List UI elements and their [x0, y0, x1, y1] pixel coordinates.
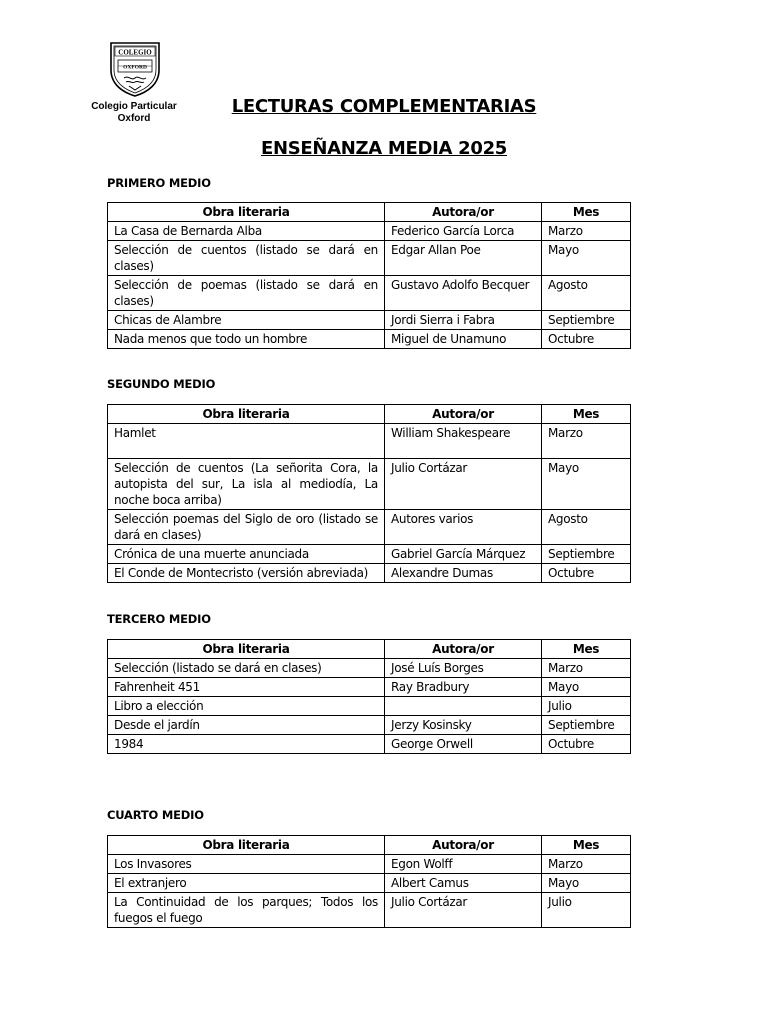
cell-obra: Selección (listado se dará en clases): [108, 659, 385, 678]
column-header-autor: Autora/or: [385, 836, 542, 855]
cell-autor: Albert Camus: [385, 874, 542, 893]
cell-mes: Octubre: [542, 330, 631, 349]
cell-obra: El extranjero: [108, 874, 385, 893]
reading-table-segundo: [107, 404, 631, 583]
cell-autor: Alexandre Dumas: [385, 564, 542, 583]
cell-obra: Chicas de Alambre: [108, 311, 385, 330]
cell-mes: Julio: [542, 697, 631, 716]
column-header-obra: Obra literaria: [108, 640, 385, 659]
table-header-row: [108, 405, 631, 424]
school-name-line2: Oxford: [117, 113, 151, 124]
column-header-obra: Obra literaria: [108, 836, 385, 855]
table-row: [108, 330, 631, 349]
cell-obra: Selección de cuentos (listado se dará en clases): [108, 241, 385, 276]
cell-mes: Mayo: [542, 241, 631, 276]
school-name-line1: Colegio Particular: [91, 101, 177, 112]
cell-mes: Octubre: [542, 735, 631, 754]
cell-obra: La Continuidad de los parques; Todos los fuegos el fuego: [108, 893, 385, 928]
table-row: [108, 311, 631, 330]
cell-obra: Hamlet: [108, 424, 385, 459]
table-row: [108, 276, 631, 311]
column-header-autor: Autora/or: [385, 640, 542, 659]
cell-mes: Septiembre: [542, 545, 631, 564]
column-header-autor: Autora/or: [385, 405, 542, 424]
cell-obra: Selección de poemas (listado se dará en clases): [108, 276, 385, 311]
cell-autor: José Luís Borges: [385, 659, 542, 678]
cell-obra: Selección de cuentos (La señorita Cora, la autopista del sur, La isla al mediodía, La noche boca arriba): [108, 459, 385, 510]
cell-autor: Ray Bradbury: [385, 678, 542, 697]
column-header-mes: Mes: [542, 836, 631, 855]
document-subtitle: ENSEÑANZA MEDIA 2025: [260, 138, 508, 159]
cell-autor: Julio Cortázar: [385, 459, 542, 510]
cell-autor: Edgar Allan Poe: [385, 241, 542, 276]
table-header-row: [108, 203, 631, 222]
cell-autor: Federico García Lorca: [385, 222, 542, 241]
table-row: [108, 697, 631, 716]
cell-mes: Agosto: [542, 510, 631, 545]
column-header-mes: Mes: [542, 640, 631, 659]
crest-line1: COLEGIO: [118, 48, 152, 57]
reading-table-tercero: [107, 639, 631, 754]
table-row: [108, 855, 631, 874]
cell-mes: Julio: [542, 893, 631, 928]
cell-mes: Mayo: [542, 678, 631, 697]
section-heading-primero: PRIMERO MEDIO: [107, 176, 211, 190]
school-name: [80, 101, 188, 125]
table-row: [108, 222, 631, 241]
column-header-obra: Obra literaria: [108, 203, 385, 222]
cell-mes: Agosto: [542, 276, 631, 311]
cell-obra: Fahrenheit 451: [108, 678, 385, 697]
section-heading-segundo: SEGUNDO MEDIO: [107, 377, 216, 391]
table-row: [108, 874, 631, 893]
cell-mes: Mayo: [542, 459, 631, 510]
table-row: [108, 564, 631, 583]
cell-mes: Septiembre: [542, 311, 631, 330]
table-row: [108, 893, 631, 928]
table-row: [108, 716, 631, 735]
cell-obra: Los Invasores: [108, 855, 385, 874]
cell-obra: Selección poemas del Siglo de oro (listado se dará en clases): [108, 510, 385, 545]
cell-obra: El Conde de Montecristo (versión abreviada): [108, 564, 385, 583]
cell-autor: Gustavo Adolfo Becquer: [385, 276, 542, 311]
column-header-mes: Mes: [542, 203, 631, 222]
cell-autor: William Shakespeare: [385, 424, 542, 459]
table-row: [108, 459, 631, 510]
cell-autor: Miguel de Unamuno: [385, 330, 542, 349]
section-heading-tercero: TERCERO MEDIO: [107, 612, 211, 626]
reading-table-primero: [107, 202, 631, 349]
cell-mes: Marzo: [542, 222, 631, 241]
table-row: [108, 659, 631, 678]
reading-table-cuarto: [107, 835, 631, 928]
section-heading-cuarto: CUARTO MEDIO: [107, 808, 204, 822]
cell-obra: La Casa de Bernarda Alba: [108, 222, 385, 241]
column-header-obra: Obra literaria: [108, 405, 385, 424]
table-row: [108, 241, 631, 276]
column-header-autor: Autora/or: [385, 203, 542, 222]
table-row: [108, 424, 631, 459]
cell-mes: Septiembre: [542, 716, 631, 735]
column-header-mes: Mes: [542, 405, 631, 424]
cell-autor: Jerzy Kosinsky: [385, 716, 542, 735]
table-header-row: [108, 640, 631, 659]
document-title: LECTURAS COMPLEMENTARIAS: [231, 96, 537, 117]
cell-mes: Marzo: [542, 855, 631, 874]
cell-autor: Gabriel García Márquez: [385, 545, 542, 564]
table-row: [108, 735, 631, 754]
crest-line2: OXFORD: [123, 64, 147, 71]
cell-obra: Crónica de una muerte anunciada: [108, 545, 385, 564]
cell-autor: Autores varios: [385, 510, 542, 545]
cell-obra: Nada menos que todo un hombre: [108, 330, 385, 349]
table-row: [108, 678, 631, 697]
table-row: [108, 545, 631, 564]
cell-autor: [385, 697, 542, 716]
school-crest-logo: [108, 40, 162, 98]
table-row: [108, 510, 631, 545]
cell-mes: Marzo: [542, 424, 631, 459]
cell-autor: Jordi Sierra i Fabra: [385, 311, 542, 330]
cell-mes: Mayo: [542, 874, 631, 893]
cell-mes: Octubre: [542, 564, 631, 583]
cell-obra: Libro a elección: [108, 697, 385, 716]
cell-mes: Marzo: [542, 659, 631, 678]
cell-autor: Egon Wolff: [385, 855, 542, 874]
cell-autor: Julio Cortázar: [385, 893, 542, 928]
table-header-row: [108, 836, 631, 855]
cell-obra: 1984: [108, 735, 385, 754]
cell-autor: George Orwell: [385, 735, 542, 754]
cell-obra: Desde el jardín: [108, 716, 385, 735]
